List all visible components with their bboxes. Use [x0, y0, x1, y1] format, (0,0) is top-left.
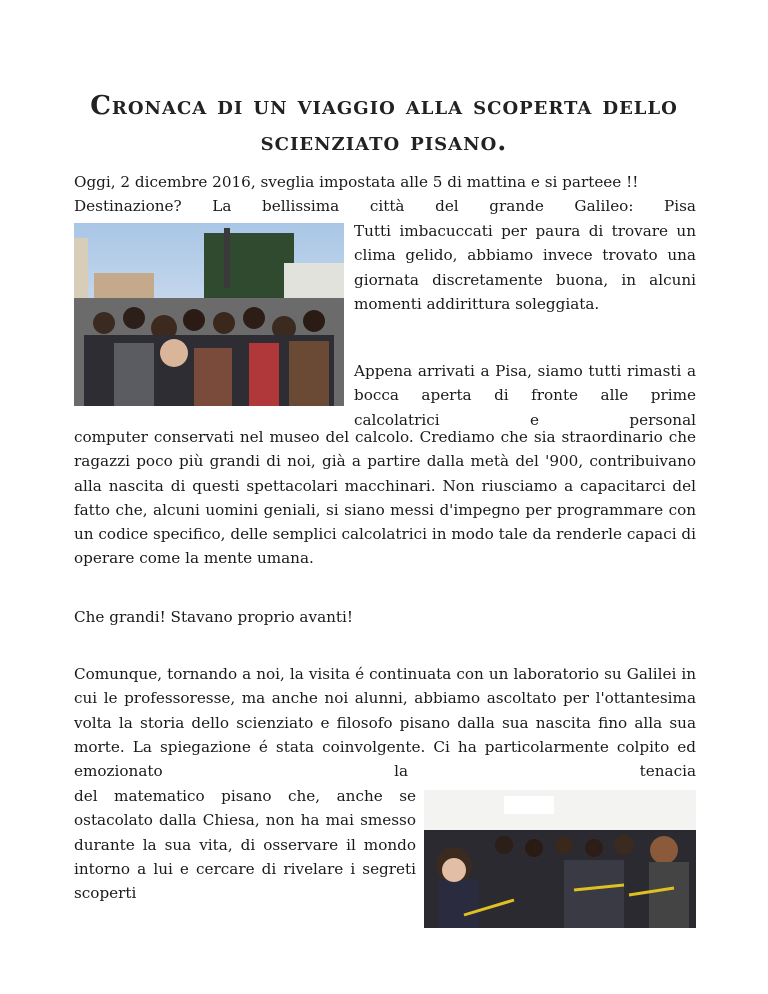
museum-text: computer conservati nel museo del calcolo. Crediamo che sia straordinario che ragazzi poco più grandi di noi, già a partire dalla metà del '900, contribuivano alla nascita di questi spettacolari macchinari. Non riusciamo a capacitarci del fatto che, alcuni uomini geniali, si siano messi d'impegno per programmare con un codice specifico, delle semplici calcolatrici in modo tale da renderle capaci di operare come la mente umana.: [74, 428, 696, 568]
paragraph-intro: [74, 170, 696, 219]
museum-wrap-text: Appena arrivati a Pisa, siamo tutti rimasti a bocca aperta di fronte alle prime calcolatrici e personal: [354, 362, 696, 429]
galileo-wrap-text: del matematico pisano che, anche se ostacolato dalla Chiesa, non ha mai smesso durante la sua vita, di osservare il mondo intorno a lui e cercare di rivelare i segreti scoperti: [74, 787, 416, 903]
paragraph-arrival-weather: [354, 219, 696, 316]
intro-line-1: Oggi, 2 dicembre 2016, sveglia impostata alle 5 di mattina e si parteee !!: [74, 173, 639, 191]
intro-line-2: Destinazione? La bellissima città del grande Galileo: Pisa: [74, 197, 696, 216]
laboratory-photo: [424, 790, 696, 928]
article-title: Cronaca di un viaggio alla scoperta dello scienziato pisano.: [90, 91, 678, 157]
paragraph-exclamation: [74, 605, 696, 629]
group-photo-pisa: [74, 223, 344, 406]
paragraph-galileo-lab: [74, 662, 696, 783]
paragraph-museum: [74, 425, 696, 571]
galileo-lab-text: Comunque, tornando a noi, la visita é continuata con un laboratorio su Galilei in cui le professoresse, ma anche noi alunni, abbiamo ascoltato per l'ottantesima volta la storia dello scienziato e filosofo pisano dalla sua nascita fino alla sua morte. La spiegazione é stata coinvolgente. Ci ha particolarmente colpito ed emozionato la tenacia: [74, 665, 696, 781]
weather-text: Tutti imbacuccati per paura di trovare un clima gelido, abbiamo invece trovato una giornata discretamente buona, in alcuni momenti addirittura soleggiata.: [354, 222, 696, 313]
paragraph-galileo-wrap: [74, 784, 416, 905]
exclamation-text: Che grandi! Stavano proprio avanti!: [74, 608, 353, 626]
paragraph-museum-wrap: [354, 359, 696, 432]
